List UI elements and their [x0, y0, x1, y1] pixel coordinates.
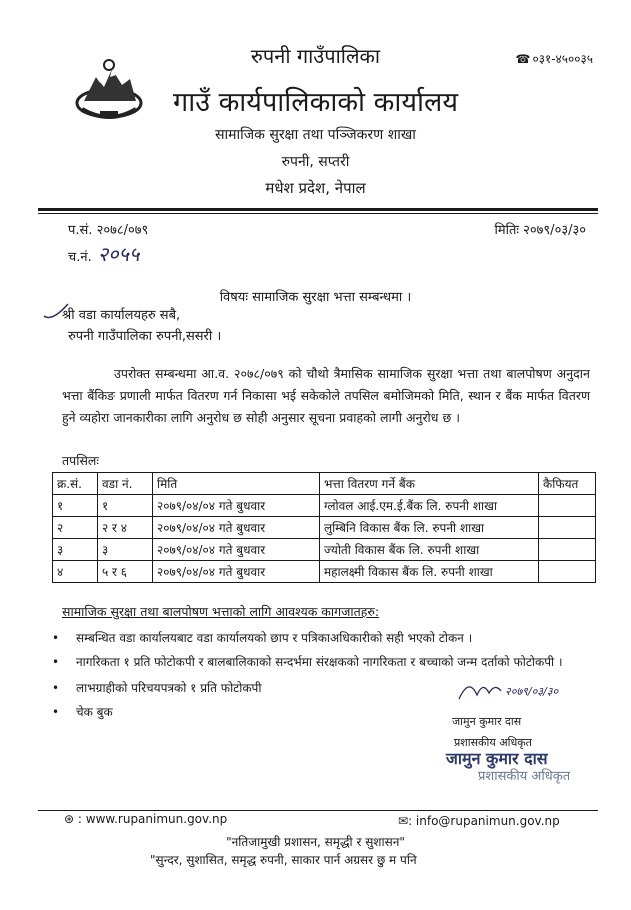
cell-remarks	[539, 539, 596, 561]
location-line: रुपनी, सप्तरी	[281, 154, 350, 170]
cell-date: २०७९/०४/०४ गते बुधवार	[153, 561, 320, 583]
motto-line-1: "नतिजामुखी प्रशासन, समृद्धी र सुशासन"	[226, 835, 405, 849]
cell-bank: महालक्ष्मी विकास बैंक लि. रुपनी शाखा	[320, 561, 539, 583]
globe-icon: ⊛	[64, 812, 75, 826]
subject-line: विषयः सामाजिक सुरक्षा भत्ता सम्बन्धमा ।	[219, 290, 412, 305]
bullet-icon: •	[52, 681, 60, 695]
letter-body	[62, 363, 590, 429]
letter-reference-number: प.सं. २०७८/०७९	[68, 223, 149, 238]
header-divider-thin	[38, 213, 598, 214]
stamp-subtitle: प्रशासकीय अधिकृत	[478, 769, 571, 784]
dispatch-number	[68, 240, 139, 267]
cell-serial: ४	[53, 561, 98, 583]
envelope-icon: ✉	[398, 814, 409, 828]
table-row	[53, 517, 596, 539]
dispatch-handwritten: २०५५	[97, 242, 140, 266]
required-documents-heading: सामाजिक सुरक्षा तथा बालपोषण भत्ताको लागि आवश्यक कागजातहरु:	[62, 604, 380, 619]
table-row	[53, 561, 596, 583]
phone-number	[516, 50, 593, 67]
phone-text: ०३१-४५००३५	[532, 52, 593, 66]
handwritten-signature	[455, 675, 565, 705]
office-name: गाउँ कार्यपालिकाको कार्यालय	[173, 87, 458, 118]
col-ward: वडा नं.	[98, 473, 153, 495]
cell-date: २०७९/०४/०४ गते बुधवार	[153, 539, 320, 561]
website	[64, 812, 227, 826]
col-bank: भत्ता वितरण गर्ने बैंक	[320, 473, 539, 495]
list-item-text: नागरिकता १ प्रति फोटोकपी र बालबालिकाको सन्दर्भमा संरक्षकको नागरिकता र बच्चाको जन्म दर्ताको फोटोकपी ।	[76, 655, 563, 669]
list-item-text: चेक बुक	[76, 705, 113, 719]
email	[398, 814, 560, 828]
cell-remarks	[539, 517, 596, 539]
cell-remarks	[539, 495, 596, 517]
cell-serial: १	[53, 495, 98, 517]
dispatch-label: च.नं.	[68, 250, 92, 265]
cell-bank: ग्लोवल आई.एम.ई.बैंक लि. रुपनी शाखा	[320, 495, 539, 517]
details-label: तपसिलः	[62, 453, 99, 468]
letter-body-text: उपरोक्त सम्बन्धमा आ.व. २०७८/०७९ को चौथो त्रैमासिक सामाजिक सुरक्षा भत्ता तथा बालपोषण अनुदान भत्ता बैंकिङ प्रणाली मार्फत वितरण गर्न निकासा भई सकेकोले तपसिल बमोजिमको मिति, स्थान र बैंक मार्फत वितरण हुने व्यहोरा जानकारीका लागि अनुरोध छ सोही अनुसार सूचना प्रवाहको लागी अनुरोध छ ।	[62, 366, 590, 425]
addressee-line-1: श्री वडा कार्यालयहरु सबै,	[62, 308, 181, 323]
cell-serial: २	[53, 517, 98, 539]
cell-date: २०७९/०४/०४ गते बुधवार	[153, 517, 320, 539]
bullet-icon: •	[52, 631, 60, 645]
distribution-table	[52, 472, 596, 583]
col-remarks: कैफियत	[539, 473, 596, 495]
table-row	[53, 495, 596, 517]
col-date: मिति	[153, 473, 320, 495]
bullet-icon: •	[52, 705, 60, 719]
list-item-text: सम्बन्धित वडा कार्यालयबाट वडा कार्यालयको छाप र पत्रिकाअधिकारीको सही भएको टोकन ।	[76, 631, 473, 645]
stamp-name: जामुन कुमार दास	[446, 749, 548, 768]
cell-bank: ज्योती विकास बैंक लि. रुपनी शाखा	[320, 539, 539, 561]
col-serial: क्र.सं.	[53, 473, 98, 495]
municipality-name: रुपनी गाउँपालिका	[250, 44, 381, 68]
cell-date: २०७९/०४/०४ गते बुधवार	[153, 495, 320, 517]
list-item	[52, 628, 596, 648]
website-url: : www.rupanimun.gov.np	[77, 812, 228, 826]
table-row	[53, 539, 596, 561]
telephone-icon: ☎	[515, 52, 531, 66]
signature-date: २०७९/०३/३०	[505, 685, 559, 698]
letter-date: मितिः २०७९/०३/३०	[494, 223, 586, 238]
header-divider	[38, 208, 598, 211]
signatory-name: जामुन कुमार दास	[452, 715, 522, 728]
bullet-icon: •	[52, 655, 60, 669]
stamp-title: प्रशासकीय अधिकृत	[454, 736, 532, 749]
cell-serial: ३	[53, 539, 98, 561]
cell-ward: २ र ४	[98, 517, 153, 539]
addressee-line-2: रुपनी गाउँपालिका रुपनी,ससरी ।	[68, 329, 222, 344]
province-line: मधेश प्रदेश, नेपाल	[265, 179, 366, 197]
list-item	[52, 678, 436, 698]
cell-remarks	[539, 561, 596, 583]
list-item	[52, 652, 596, 672]
footer-divider	[38, 810, 598, 811]
branch-name: सामाजिक सुरक्षा तथा पञ्जिकरण शाखा	[215, 127, 416, 143]
list-item-text: लाभग्राहीको परिचयपत्रको १ प्रति फोटोकपी	[76, 681, 262, 695]
email-address: : info@rupanimun.gov.np	[408, 814, 560, 828]
cell-ward: ३	[98, 539, 153, 561]
cell-ward: १	[98, 495, 153, 517]
motto-line-2: "सुन्दर, सुशासित, समृद्ध रुपनी, साकार पार्न अग्रसर छु म पनि	[150, 853, 417, 867]
cell-bank: लुम्बिनि विकास बैंक लि. रुपनी शाखा	[320, 517, 539, 539]
table-header-row	[53, 473, 596, 495]
cell-ward: ५ र ६	[98, 561, 153, 583]
list-item	[52, 702, 436, 722]
